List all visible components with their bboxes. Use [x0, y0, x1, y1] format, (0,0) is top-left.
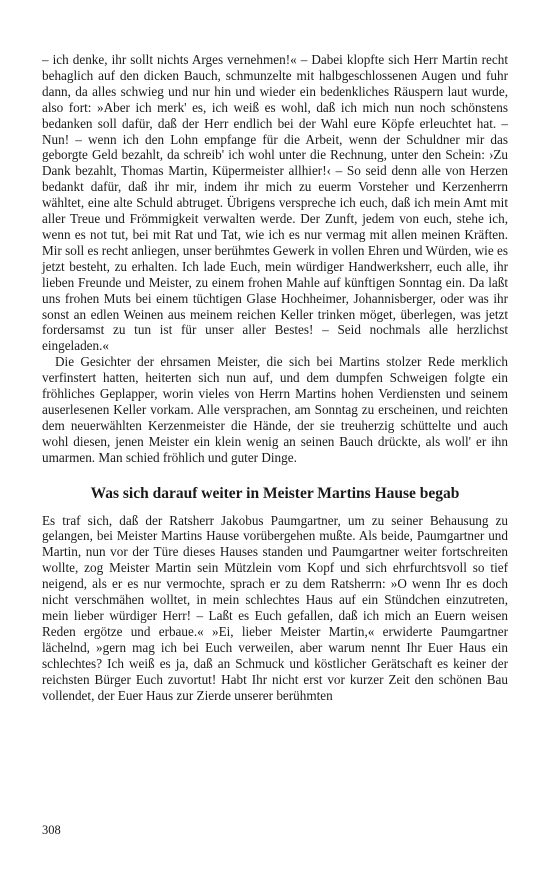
page-text-block [42, 52, 508, 703]
paragraph-speech-continuation: – ich denke, ihr sollt nichts Arges vernehmen!« – Dabei klopfte sich Herr Martin recht behaglich auf den dicken Bauch, schmunzelte mit halbgeschlossenen Augen und fuhr dann, da alles schwieg und nur hin und wieder ein bedenkliches Räuspern laut wurde, also fort: »Aber ich merk' es, ich weiß es wohl, daß ich mich nun noch schönstens bedanken soll dafür, daß der Herr endlich bei der Wahl eure Köpfe erleuchtet hat. – Nun! – wenn ich den Lohn empfange für die Arbeit, wenn der Schuldner mir das geborgte Geld bezahlt, da schreib' ich wohl unter die Rechnung, unter den Schein: ›Zu Dank bezahlt, Thomas Martin, Küpermeister allhier!‹ – So seid denn alle von Herzen bedankt dafür, daß ihr mir, indem ihr mich zu euerm Vorsteher und Kerzenherrn wähltet, eine alte Schuld abtruget. Übrigens verspreche ich euch, daß ich mein Amt mit aller Treue und Frömmigkeit verwalten werde. Der Zunft, jedem von euch, stehe ich, wenn es not tut, bei mit Rat und Tat, wie ich es nur vermag mit allen meinen Kräften. Mir soll es recht anliegen, unser berühmtes Gewerk in vollen Ehren und Würden, wie es jetzt besteht, zu erhalten. Ich lade Euch, mein würdiger Handwerksherr, euch alle, ihr lieben Freunde und Meister, zu einem frohen Mahle auf künftigen Sonntag ein. Da laßt uns frohen Muts bei einem tüchtigen Glase Hochheimer, Johannisberger, oder was ihr sonst an edlen Weinen aus meinem reichen Keller trinken möget, überlegen, was jetzt fordersamst zu tun ist für unser aller Bestes! – Seid nochmals alle herzlichst eingeladen.« [42, 52, 508, 354]
page-number: 308 [42, 823, 61, 837]
paragraph-masters-reaction: Die Gesichter der ehrsamen Meister, die sich bei Martins stolzer Rede merklich verfinstert hatten, heiterten sich nun auf, und dem dumpfen Schweigen folgte ein fröhliches Geplapper, worin vieles von Herrn Martins hohen Verdiensten und seinem auserlesenen Keller vorkam. Alle versprachen, am Sonntag zu erscheinen, und reichten dem neuerwählten Kerzenmeister die Hände, der sie treuherzig schüttelte und auch wohl diesen, jenen Meister ein klein wenig an seinen Bauch drückte, als woll' er ihn umarmen. Man schied fröhlich und guter Dinge. [42, 354, 508, 465]
section-heading: Was sich darauf weiter in Meister Martins Hause begab [90, 484, 460, 502]
paragraph-paumgartner-visit: Es traf sich, daß der Ratsherr Jakobus Paumgartner, um zu seiner Behausung zu gelangen, bei Meister Martins Hause vorübergehen mußte. Als beide, Paumgartner und Martin, nun vor der Türe dieses Hauses standen und Paumgartner weiter fortschreiten wollte, zog Meister Martin sein Mützlein vom Kopf und sich ehrfurchtsvoll so tief neigend, als er es nur vermochte, sprach er zu dem Ratsherrn: »O wenn Ihr es doch nicht verschmähen wolltet, in mein schlechtes Haus auf ein Stündchen einzutreten, mein lieber würdiger Herr! – Laßt es Euch gefallen, daß ich mich an Euern weisen Reden ergötze und erbaue.« »Ei, lieber Meister Martin,« erwiderte Paumgartner lächelnd, »gern mag ich bei Euch verweilen, aber warum nennt Ihr Euer Haus ein schlechtes? Ich weiß es ja, daß an Schmuck und köstlicher Gerätschaft es keiner der reichsten Bürger Euch zuvortut! Habt Ihr nicht erst vor kurzer Zeit den schönen Bau vollendet, der Euer Haus zur Zierde unserer berühmten [42, 512, 508, 703]
